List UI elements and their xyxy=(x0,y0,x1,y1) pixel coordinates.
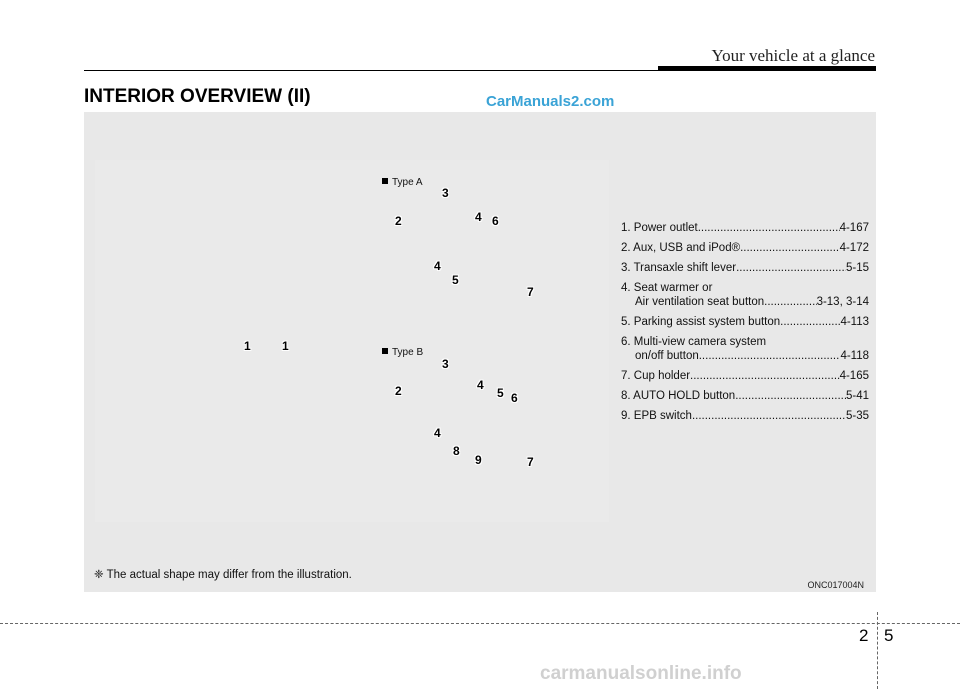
callout-4: 4 xyxy=(434,259,441,273)
illustration-note: ❈ The actual shape may differ from the illustration. xyxy=(94,569,352,581)
type-b-label: Type B xyxy=(382,347,423,358)
watermark-top[interactable]: CarManuals2.com xyxy=(486,93,615,110)
legend-item-name: 8. AUTO HOLD button xyxy=(621,390,736,402)
watermark-bottom[interactable]: carmanualsonline.info xyxy=(540,663,742,684)
legend-item xyxy=(621,281,869,309)
legend-item-subname: on/off button xyxy=(635,350,699,362)
legend-item-name: 9. EPB switch xyxy=(621,410,692,422)
callout-7: 7 xyxy=(527,285,534,299)
legend-item-name: 2. Aux, USB and iPod® xyxy=(621,242,741,254)
legend-item-page: 4-172 xyxy=(839,242,869,254)
header-rule xyxy=(84,70,876,71)
legend-item-page: 4-165 xyxy=(839,370,869,382)
page-number: 5 xyxy=(884,626,894,645)
legend-item-page: 5-41 xyxy=(845,390,869,402)
callout-4: 4 xyxy=(477,378,484,392)
callout-1: 1 xyxy=(244,339,251,353)
legend-item-page: 5-15 xyxy=(845,262,869,274)
callout-5: 5 xyxy=(452,273,459,287)
page-title: INTERIOR OVERVIEW (II) xyxy=(84,86,311,107)
callout-2: 2 xyxy=(395,214,402,228)
legend-item-name: 5. Parking assist system button xyxy=(621,316,781,328)
legend-item xyxy=(621,241,869,255)
legend-list xyxy=(621,221,869,429)
footer-divider xyxy=(877,612,878,689)
legend-item xyxy=(621,221,869,235)
legend-item-name: 4. Seat warmer or xyxy=(621,282,713,294)
legend-item-name: 3. Transaxle shift lever xyxy=(621,262,737,274)
callout-1: 1 xyxy=(282,339,289,353)
footer-rule xyxy=(0,623,960,624)
callout-4: 4 xyxy=(434,426,441,440)
legend-item-name: 7. Cup holder xyxy=(621,370,691,382)
square-bullet-icon xyxy=(382,348,388,354)
callout-8: 8 xyxy=(453,444,460,458)
callout-5: 5 xyxy=(497,386,504,400)
legend-item-page: 4-118 xyxy=(840,350,869,362)
chapter-number: 2 xyxy=(859,626,869,645)
callout-9: 9 xyxy=(475,453,482,467)
legend-item-page: 4-113 xyxy=(840,316,869,328)
legend-item-page: 4-167 xyxy=(839,222,869,234)
callout-3: 3 xyxy=(442,186,449,200)
callout-4: 4 xyxy=(475,210,482,224)
callout-6: 6 xyxy=(492,214,499,228)
legend-item-subname: Air ventilation seat button xyxy=(635,296,765,308)
square-bullet-icon xyxy=(382,178,388,184)
image-code: ONC017004N xyxy=(807,580,864,590)
legend-item xyxy=(621,369,869,383)
legend-item xyxy=(621,261,869,275)
legend-item-page: 3-13, 3-14 xyxy=(816,296,869,308)
legend-item xyxy=(621,315,869,329)
callout-7: 7 xyxy=(527,455,534,469)
callout-3: 3 xyxy=(442,357,449,371)
legend-item-name: 6. Multi-view camera system xyxy=(621,336,767,348)
callout-6: 6 xyxy=(511,391,518,405)
callout-2: 2 xyxy=(395,384,402,398)
legend-item-page: 5-35 xyxy=(845,410,869,422)
type-a-label: Type A xyxy=(382,177,423,188)
legend-item-name: 1. Power outlet xyxy=(621,222,698,234)
header-title: Your vehicle at a glance xyxy=(711,46,875,65)
legend-item xyxy=(621,389,869,403)
legend-item xyxy=(621,335,869,363)
legend-item xyxy=(621,409,869,423)
